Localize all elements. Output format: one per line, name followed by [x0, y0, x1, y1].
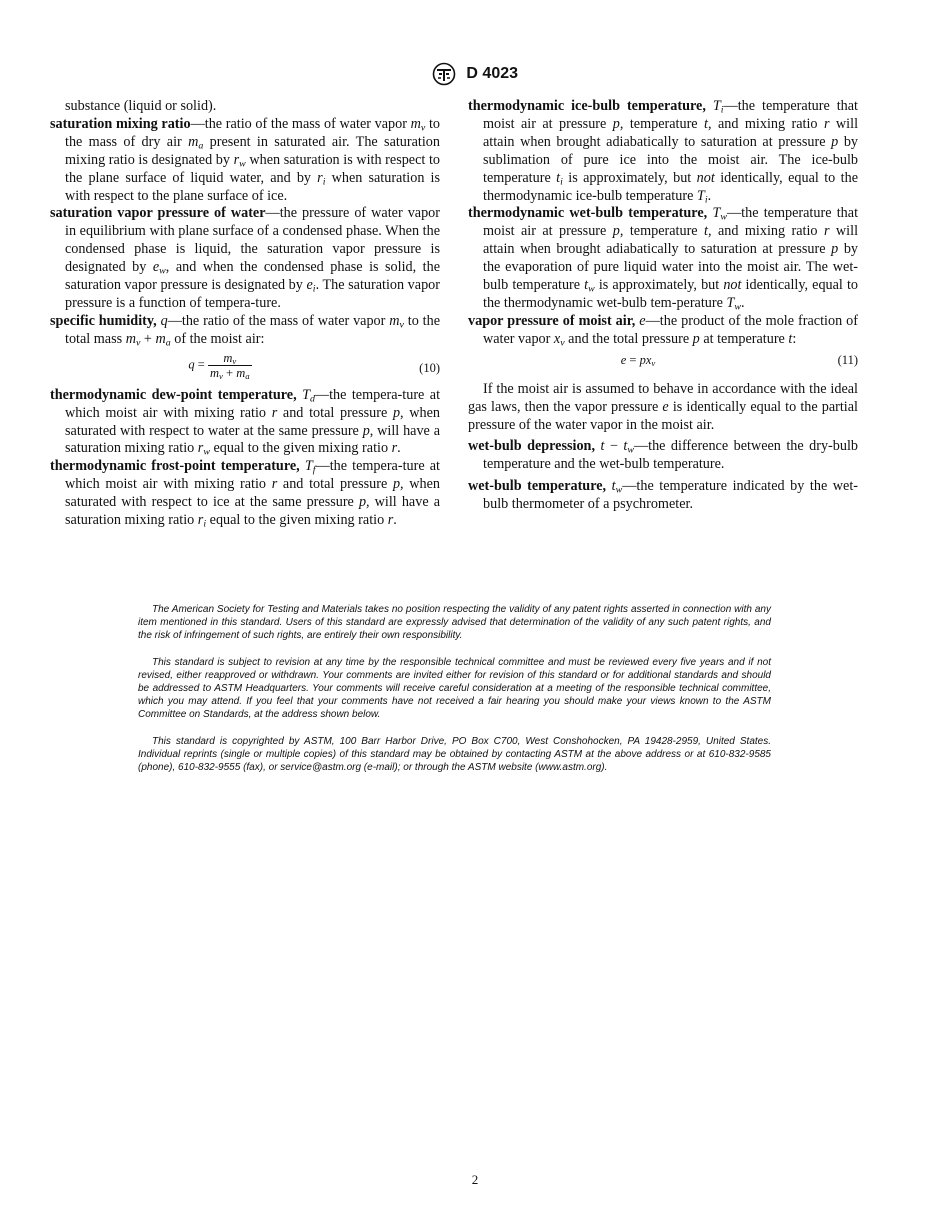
substance-tail: substance (liquid or solid).	[65, 98, 217, 114]
equation-number: (11)	[837, 352, 858, 367]
definition-wet-bulb-temperature: wet-bulb temperature, $t_w—the$ temperature indicated by the wet-bulb thermometer of a psychrometer.	[468, 478, 859, 513]
page-header	[0, 62, 950, 86]
standard-designation: D 4023	[466, 65, 519, 82]
astm-logo-icon	[432, 62, 456, 86]
revision-notice: This standard is subject to revision at any time by the responsible technical committee and must be reviewed every five years and if not revised, either reapproved or withdrawn. Your comments are invited either for revision of this standard or for additional standards and should be addressed to ASTM Headquarters. Your comments will receive careful consideration at a meeting of the responsible technical committee, which you may attend. If you feel that your comments have not received a fair hearing you should make your views known to the ASTM Committee on Standards, at the address shown below.	[138, 656, 771, 721]
equation-11: $e = px_v$ (11)	[620, 352, 858, 368]
definition-wet-bulb-thermodynamic: thermodynamic wet-bulb temperature, $T_w—the$ temperature that moist air at pressure p, temperature t, and mixing ratio r will attain when brought adiabatically to saturation at pressure p by the evaporation of pure liquid water into the moist air. The wet-bulb temperature $t_w$ is approximately, but not identically, equal to the thermodynamic wet-bulb tem-perature $T_w$.	[468, 205, 859, 313]
definition-ice-bulb: thermodynamic ice-bulb temperature, $T_i—the$ temperature that moist air at pressure p, temperature t, and mixing ratio r will attain when brought adiabatically to saturation at pressure p by sublimation of pure ice into the moist air. The ice-bulb temperature $t_i$ is approximately, but not identically, equal to the thermodynamic ice-bulb temperature $T_i$.	[468, 98, 859, 206]
legal-notices	[138, 603, 771, 787]
term: thermodynamic wet-bulb temperature,	[468, 205, 708, 222]
copyright-notice: This standard is copyrighted by ASTM, 100 Barr Harbor Drive, PO Box C700, West Conshohocken, PA 19428-2959, United States. Individual reprints (single or multiple copies) of this standard may be obtained by contacting ASTM at the above address or at 610-832-9585 (phone), 610-832-9555 (fax), or service@astm.org (e-mail); or through the ASTM website (www.astm.org).	[138, 735, 771, 774]
term: vapor pressure of moist air,	[468, 312, 636, 329]
definition-saturation-mixing-ratio: saturation mixing ratio—the ratio of the mass of water vapor $m_v$ to the mass of dry air $m_a$ present in saturated air. The saturation mixing ratio is designated by $r_w$ when saturation is with respect to the plane surface of liquid water, and by $r_i$ when saturation is with respect to the plane surface of ice.	[50, 115, 441, 204]
term: thermodynamic frost-point temperature,	[50, 458, 300, 475]
definition-saturation-vapor-pressure: saturation vapor pressure of water—the pressure of water vapor in equilibrium with plane surface of a condensed phase. When the condensed phase is liquid, the saturation vapor pressure is designated by $e_w$, and when the condensed phase is solid, the saturation vapor pressure is designated by $e_i$. The saturation vapor pressure is a function of tempera-ture.	[50, 205, 440, 311]
term: saturation vapor pressure of water	[50, 205, 266, 222]
definition-specific-humidity: specific humidity, q—the ratio of the mass of water vapor $m_v$ to the total mass $m_v + m_a$ of the moist air:	[50, 312, 440, 349]
ideal-gas-paragraph: If the moist air is assumed to behave in accordance with the ideal gas laws, then the vapor pressure e is identically equal to the partial pressure of the water vapor in the moist air.	[468, 380, 858, 433]
term: specific humidity,	[50, 312, 157, 329]
term: wet-bulb temperature,	[468, 478, 607, 495]
equation-10: q = $\frac{m_v}{m_v + m_a}$ (10)	[188, 350, 440, 381]
right-column	[468, 98, 858, 514]
equation-number: (10)	[419, 360, 440, 375]
definition-vapor-pressure: vapor pressure of moist air, e—the product of the mole fraction of water vapor $x_v$ and the total pressure p at temperature t:	[468, 312, 858, 349]
page-number: 2	[471, 1172, 479, 1187]
left-column	[50, 98, 440, 530]
term: thermodynamic ice-bulb temperature,	[468, 98, 706, 114]
term: wet-bulb depression,	[468, 438, 595, 455]
term: thermodynamic dew-point temperature,	[50, 386, 297, 403]
patent-notice: The American Society for Testing and Materials takes no position respecting the validity of any patent rights asserted in connection with any item mentioned in this standard. Users of this standard are expressly advised that determination of the validity of any such patent rights, and the risk of infringement of such rights, are entirely their own responsibility.	[138, 604, 771, 642]
definition-wet-bulb-depression: wet-bulb depression, $t - t_w—the$ difference between the dry-bulb temperature and the wet-bulb temperature.	[468, 438, 858, 473]
definition-dew-point: thermodynamic dew-point temperature, $T_d—the$ tempera-ture at which moist air with mixing ratio r and total pressure p, when saturated with respect to water at the same pressure p, will have a saturation mixing ratio $r_w$ equal to the given mixing ratio r.	[50, 386, 441, 458]
definition-frost-point: thermodynamic frost-point temperature, $T_f—the$ tempera-ture at which moist air with mixing ratio r and total pressure p, when saturated with respect to ice at the same pressure p, will have a saturation mixing ratio $r_i$ equal to the given mixing ratio r.	[50, 458, 441, 530]
term: saturation mixing ratio	[50, 115, 191, 132]
